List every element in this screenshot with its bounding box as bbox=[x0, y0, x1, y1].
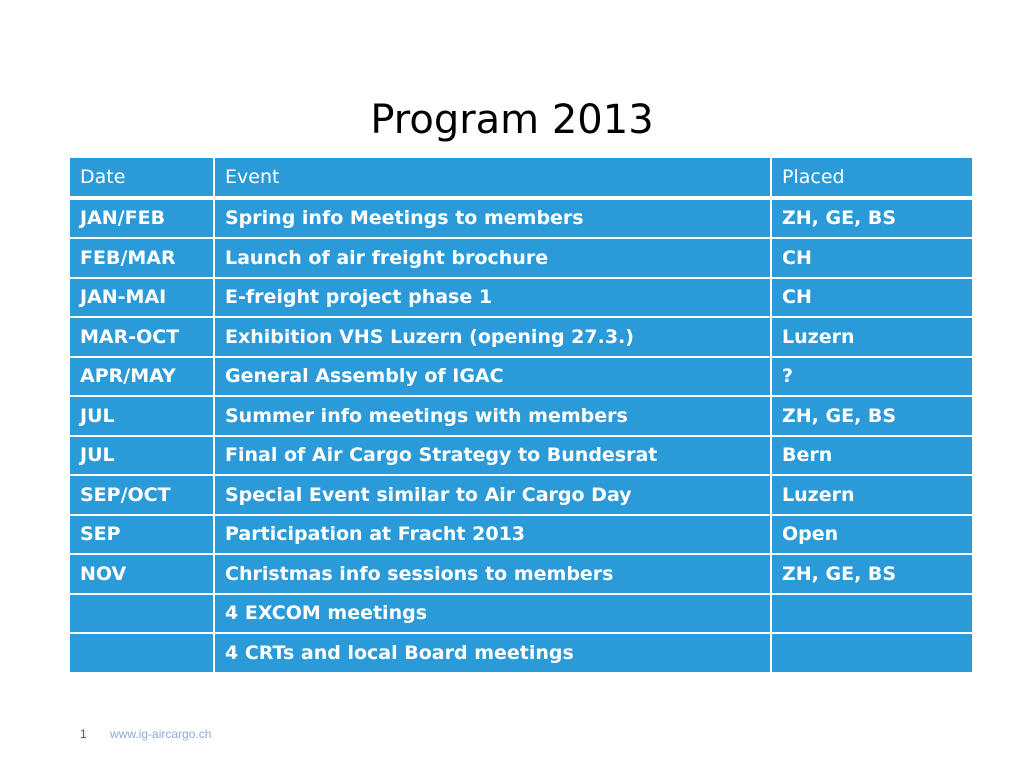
cell-event: Summer info meetings with members bbox=[214, 396, 771, 436]
cell-event: Exhibition VHS Luzern (opening 27.3.) bbox=[214, 317, 771, 357]
cell-placed: CH bbox=[771, 278, 973, 318]
cell-event: Christmas info sessions to members bbox=[214, 554, 771, 594]
cell-date: FEB/MAR bbox=[69, 238, 214, 278]
cell-date: JAN/FEB bbox=[69, 198, 214, 239]
cell-placed: ZH, GE, BS bbox=[771, 198, 973, 239]
cell-date: JUL bbox=[69, 436, 214, 476]
program-table bbox=[68, 156, 974, 674]
table-row bbox=[69, 594, 973, 634]
cell-placed: Bern bbox=[771, 436, 973, 476]
cell-event: Special Event similar to Air Cargo Day bbox=[214, 475, 771, 515]
cell-date: SEP bbox=[69, 515, 214, 555]
table-header-row bbox=[69, 157, 973, 198]
cell-date: JUL bbox=[69, 396, 214, 436]
cell-date: NOV bbox=[69, 554, 214, 594]
cell-date: JAN-MAI bbox=[69, 278, 214, 318]
table-row bbox=[69, 238, 973, 278]
cell-event: General Assembly of IGAC bbox=[214, 357, 771, 397]
cell-event: 4 EXCOM meetings bbox=[214, 594, 771, 634]
table-row bbox=[69, 278, 973, 318]
cell-placed: Luzern bbox=[771, 317, 973, 357]
cell-placed: ? bbox=[771, 357, 973, 397]
cell-event: Launch of air freight brochure bbox=[214, 238, 771, 278]
cell-placed: CH bbox=[771, 238, 973, 278]
cell-event: 4 CRTs and local Board meetings bbox=[214, 633, 771, 673]
cell-event: Final of Air Cargo Strategy to Bundesrat bbox=[214, 436, 771, 476]
cell-placed: Open bbox=[771, 515, 973, 555]
cell-date bbox=[69, 633, 214, 673]
cell-date: MAR-OCT bbox=[69, 317, 214, 357]
table-row bbox=[69, 357, 973, 397]
table-row bbox=[69, 554, 973, 594]
cell-placed bbox=[771, 633, 973, 673]
cell-date: APR/MAY bbox=[69, 357, 214, 397]
table-row bbox=[69, 633, 973, 673]
cell-placed bbox=[771, 594, 973, 634]
header-event: Event bbox=[214, 157, 771, 198]
header-placed: Placed bbox=[771, 157, 973, 198]
table-row bbox=[69, 317, 973, 357]
cell-date bbox=[69, 594, 214, 634]
page-number: 1 bbox=[80, 727, 87, 741]
cell-event: Spring info Meetings to members bbox=[214, 198, 771, 239]
table-row bbox=[69, 515, 973, 555]
slide-title: Program 2013 bbox=[370, 97, 654, 143]
header-date: Date bbox=[69, 157, 214, 198]
cell-event: E-freight project phase 1 bbox=[214, 278, 771, 318]
cell-placed: ZH, GE, BS bbox=[771, 554, 973, 594]
footer-url: www.ig-aircargo.ch bbox=[110, 727, 212, 741]
table-row bbox=[69, 436, 973, 476]
cell-date: SEP/OCT bbox=[69, 475, 214, 515]
table-row bbox=[69, 475, 973, 515]
table-row bbox=[69, 396, 973, 436]
cell-placed: Luzern bbox=[771, 475, 973, 515]
cell-event: Participation at Fracht 2013 bbox=[214, 515, 771, 555]
cell-placed: ZH, GE, BS bbox=[771, 396, 973, 436]
slide-footer bbox=[80, 727, 211, 741]
table-row bbox=[69, 198, 973, 239]
